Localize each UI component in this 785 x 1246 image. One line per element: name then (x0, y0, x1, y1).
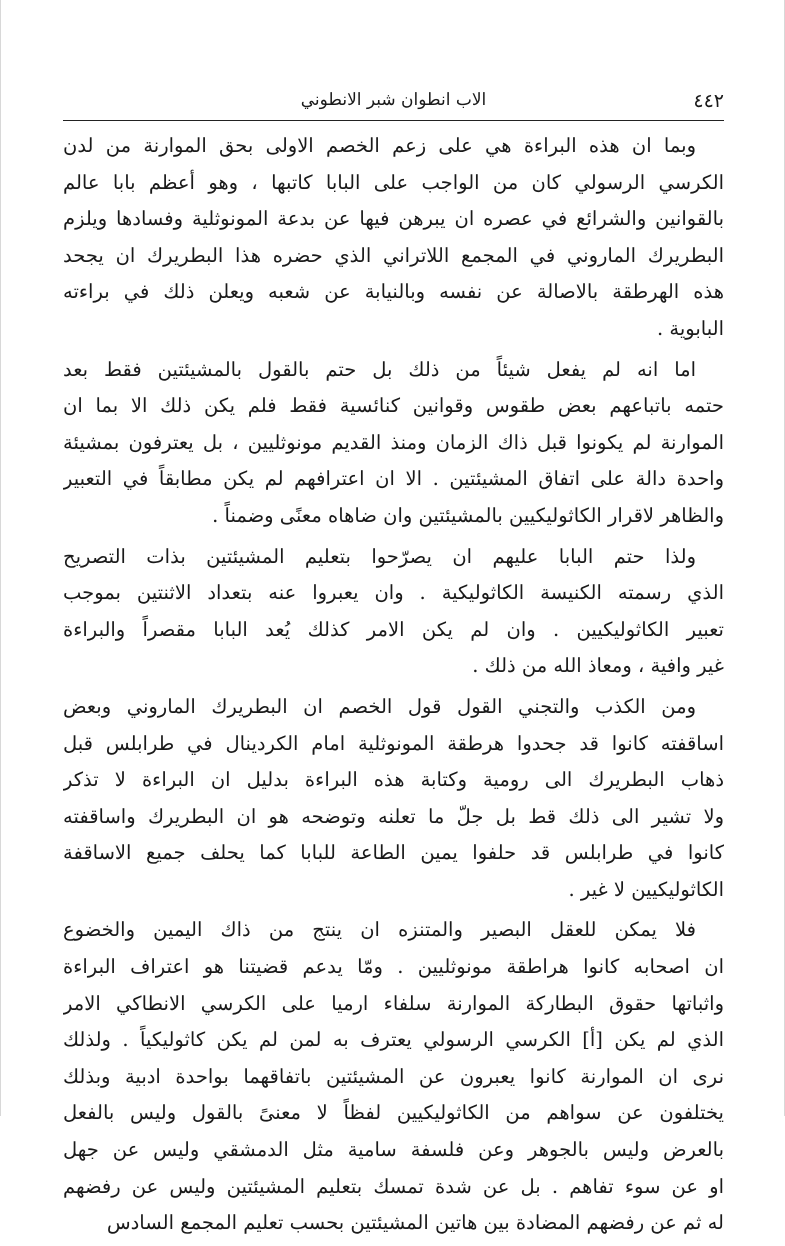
text-line: يختلفون عن سواهم من الكاثوليكيين لفظاً لا معنىً بالقول وليس بالفعل (63, 1101, 724, 1125)
page-body (63, 128, 724, 1246)
paragraph (63, 539, 724, 685)
text-line: له ثم عن رفضهم المضادة بين هاتين المشيئتين بحسب تعليم المجمع السادس (106, 1211, 724, 1235)
text-line: الذي لم يكن [أ] الكرسي الرسولي يعترف به لمن لم يكن كاثوليكياً . ولذلك (63, 1028, 724, 1052)
text-line: ومن الكذب والتجني القول قول الخصم ان البطريرك الماروني وبعض (63, 694, 696, 718)
page-number: ٤٤٢ (693, 90, 724, 112)
text-line: ذهاب البطريرك الى رومية وكتابة هذه البراءة بدليل ان البراءة لا تذكر (63, 768, 724, 792)
text-line: او عن سوء تفاهم . بل عن شدة تمسك بتعليم المشيئتين وليس عن رفضهم (63, 1174, 724, 1198)
text-line: ولذا حتم البابا عليهم ان يصرّحوا بتعليم المشيئتين بذات التصريح (63, 544, 696, 568)
text-line: هذه الهرطقة بالاصالة عن نفسه وبالنيابة عن شعبه ويعلن ذلك في براءته (63, 280, 724, 304)
text-line: غير وافية ، ومعاذ الله من ذلك . (472, 654, 724, 678)
text-line: الموارنة لم يكونوا قبل ذاك الزمان ومنذ القديم مونوثليين ، بل يعترفون بمشيئة (63, 430, 724, 454)
text-line: وبما ان هذه البراءة هي على زعم الخصم الاولى بحق الموارنة من لدن (63, 134, 696, 157)
text-line: بالعرض وليس بالجوهر وعن فلسفة سامية مثل الدمشقي وليس عن جهل (63, 1138, 724, 1162)
text-line: الكرسي الرسولي كان من الواجب على البابا كاتبها ، وهو أعظم بابا عالم (63, 170, 724, 194)
text-line: الذي رسمته الكنيسة الكاثوليكية . وان يعبروا عنه بتعداد الاثنتين بموجب (63, 581, 724, 605)
running-title: الاب انطوان شبر الانطوني (300, 90, 487, 110)
text-line: اما انه لم يفعل شيئاً من ذلك بل حتم بالقول بالمشيئتين فقط بعد (63, 357, 696, 381)
paragraph (63, 689, 724, 909)
text-line: البطريرك الماروني في المجمع اللاتراني الذي حضره هذا البطريرك ان يجحد (63, 243, 724, 267)
text-line: حتمه باتباعهم بعض طقوس وقوانين كنائسية فقط فلم يكن ذلك الا بما ان (63, 394, 724, 418)
text-line: والظاهر لاقرار الكاثوليكيين بالمشيئتين وان ضاهاه معنًى وضمناً . (212, 503, 724, 527)
text-line: اساقفته كانوا قد جحدوا هرطقة المونوثلية امام الكردينال في طرابلس قبل (63, 731, 724, 755)
text-line: البابوية . (657, 316, 724, 340)
paragraph (63, 352, 724, 535)
text-line: نرى ان الموارنة كانوا يعبرون عن المشيئتين باتفاقهما بواحدة ادبية وبذلك (63, 1064, 724, 1088)
text-line: واثباتها حقوق البطاركة الموارنة سلفاء ارميا على الكرسي الانطاكي الامر (63, 991, 724, 1015)
text-line: واحدة دالة على اتفاق المشيئتين . الا ان اعترافهم لم يكن مطابقاً في التعبير (63, 467, 724, 491)
text-line: ولا تشير الى ذلك قط بل جلّ ما تعلنه وتوضحه هو ان البطريرك واساقفته (63, 804, 724, 828)
paragraph (63, 912, 724, 1241)
paragraph (63, 128, 724, 348)
text-line: تعبير الكاثوليكيين . وان لم يكن الامر كذلك يُعد البابا مقصراً والبراءة (63, 617, 724, 641)
text-line: ان اصحابه كانوا هراطقة مونوثليين . ومّا يدعم قضيتنا هو اعتراف البراءة (63, 955, 724, 979)
text-line: كانوا في طرابلس قد حلفوا يمين الطاعة للبابا كما يحلف جميع الاساقفة (63, 841, 724, 865)
text-line: بالقوانين والشرائع في عصره ان يبرهن فيها عن بدعة المونوثلية وفسادها ويلزم (63, 207, 724, 231)
page-header (63, 84, 724, 121)
text-line: الكاثوليكيين لا غير . (568, 877, 724, 901)
text-line: فلا يمكن للعقل البصير والمتنزه ان ينتج من ذاك اليمين والخضوع (63, 918, 696, 942)
